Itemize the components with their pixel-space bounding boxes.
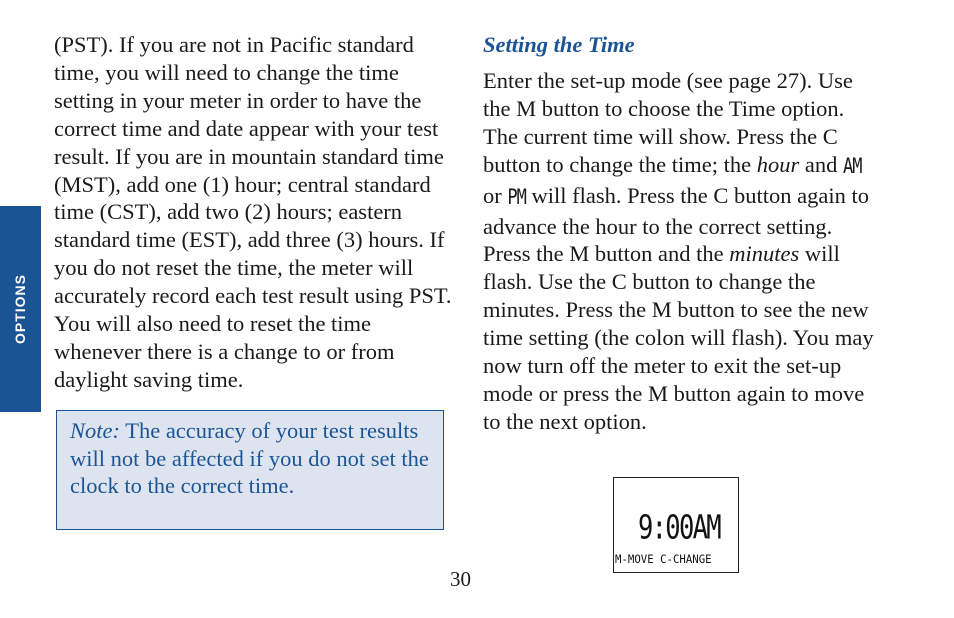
instructions-text-4: will flash. Press the C button again to advance the hour to the correct setting. Press the M button and the xyxy=(483,182,869,267)
side-tab-label: OPTIONS xyxy=(12,273,28,345)
lcd-time: 9:00AM xyxy=(638,509,720,548)
note-label: Note: xyxy=(70,418,120,443)
note-box xyxy=(56,410,444,530)
instructions-text-5: will flash. Use the C button to change the minutes. Press the M button to see the new time setting (the colon will flash). You may now turn off the meter to exit the set-up mode or press the M button again to move to the next option. xyxy=(483,241,874,434)
right-column xyxy=(483,31,883,436)
side-tab xyxy=(0,206,41,412)
minutes-emphasis: minutes xyxy=(729,241,800,267)
instructions-text-1: Enter the set-up mode (see page 27). Use the M button to choose the Time option. The current time will show. Press the C button to change the time; the xyxy=(483,68,853,177)
hour-emphasis: hour xyxy=(756,151,800,177)
instructions-paragraph xyxy=(483,67,883,436)
pm-segment-text: PM xyxy=(507,184,526,210)
lcd-display xyxy=(613,477,739,573)
section-heading: Setting the Time xyxy=(483,32,635,57)
note-text: The accuracy of your test results will not be affected if you do not set the clock to the correct time. xyxy=(70,418,429,499)
am-segment-text: AM xyxy=(842,153,862,179)
left-column xyxy=(54,31,454,394)
instructions-text-2: and xyxy=(799,151,843,177)
instructions-text-3: or xyxy=(483,182,508,208)
page-number: 30 xyxy=(450,567,471,591)
left-paragraph: (PST). If you are not in Pacific standard time, you will need to change the time setting in your meter in order to have the correct time and date appear with your test result. If you are in mountain standard time (MST), add one (1) hour; central standard time (CST), add two (2) hours; eastern standard time (EST), add three (3) hours. If you do not reset the time, the meter will accurately record each test result using PST. You will also need to reset the time whenever there is a change to or from daylight saving time. xyxy=(54,32,452,392)
lcd-subtext: M-MOVE C-CHANGE xyxy=(615,552,712,566)
